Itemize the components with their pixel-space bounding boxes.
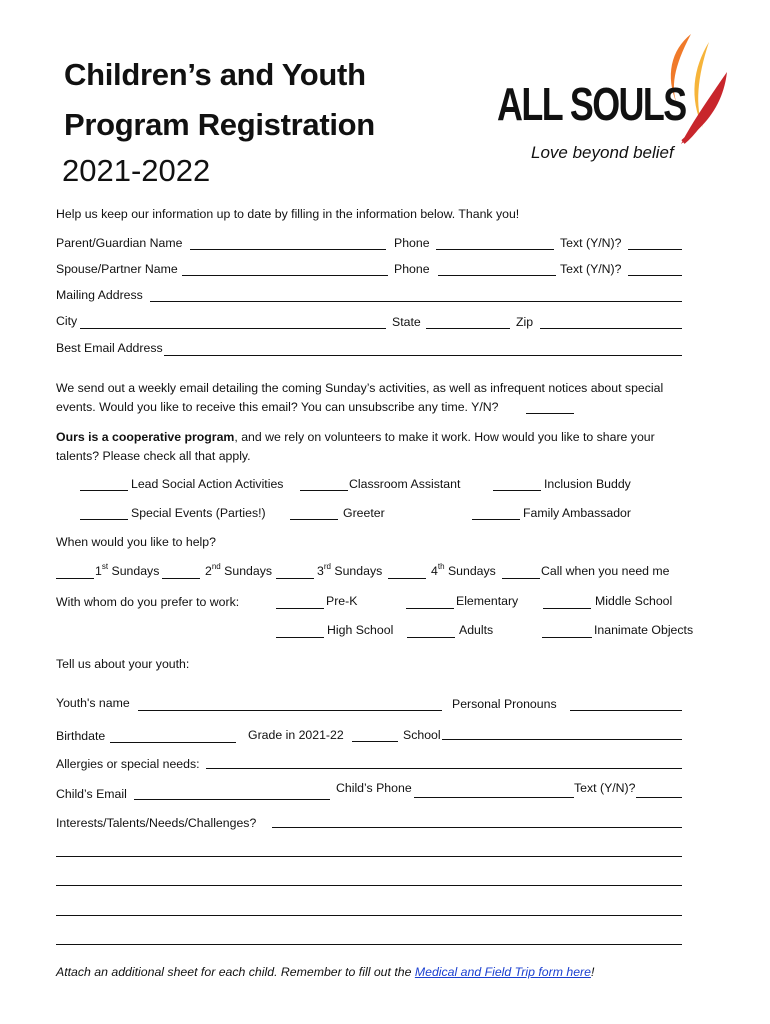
interests-extra-line[interactable] [56,915,682,916]
child-email-label: Child’s Email [56,787,127,801]
inanimate-objects-label: Inanimate Objects [594,623,694,637]
ordinal-suffix: th [437,562,445,571]
grade-label: Grade in 2021-22 [248,728,344,742]
all-souls-logo [495,28,735,168]
parent-phone-label: Phone [394,236,430,250]
family-ambassador-label: Family Ambassador [523,506,631,520]
elementary-label: Elementary [456,594,519,608]
volunteer-intro-rest: , and we rely on volunteers to make it work. How would you like to share your [234,430,655,444]
lead-social-action-label: Lead Social Action Activities [131,477,284,491]
best-email-field[interactable] [164,355,682,356]
second-sunday-check[interactable] [162,578,200,579]
first-sundays-label [95,563,159,580]
spouse-phone-label: Phone [394,262,430,276]
ordinal-suffix: rd [323,562,331,571]
sundays-word: Sundays [447,564,496,578]
inclusion-buddy-check[interactable] [493,490,541,491]
third-sunday-check[interactable] [276,578,314,579]
newsletter-line2: events. Would you like to receive this email? You can unsubscribe any time. Y/N? [56,400,499,414]
logo-wordmark: ALL SOULS [497,78,686,130]
page-title-line1: Children’s and Youth [64,57,366,92]
ordinal-num: 4 [431,564,438,578]
volunteer-intro-line2: talents? Please check all that apply. [56,449,251,463]
school-label: School [403,728,441,742]
birthdate-field[interactable] [110,742,236,743]
city-field[interactable] [80,328,386,329]
zip-field[interactable] [540,328,682,329]
footer-end: ! [590,965,595,979]
ordinal-num: 3 [317,564,324,578]
sundays-word: Sundays [334,564,383,578]
interests-extra-line[interactable] [56,885,682,886]
interests-label: Interests/Talents/Needs/Challenges? [56,816,257,830]
parent-text-field[interactable] [628,249,682,250]
spouse-text-label: Text (Y/N)? [560,262,622,276]
state-label: State [392,315,421,329]
volunteer-bold-lead: Ours is a cooperative program [56,430,235,444]
classroom-assistant-label: Classroom Assistant [349,477,461,491]
zip-label: Zip [516,315,534,329]
state-field[interactable] [426,328,510,329]
greeter-label: Greeter [343,506,385,520]
volunteer-intro-line1 [56,429,655,446]
fourth-sunday-check[interactable] [388,578,426,579]
inclusion-buddy-label: Inclusion Buddy [544,477,631,491]
inanimate-objects-check[interactable] [542,637,592,638]
spouse-name-label: Spouse/Partner Name [56,262,178,276]
special-events-label: Special Events (Parties!) [131,506,266,520]
allergies-field[interactable] [206,768,682,769]
birthdate-label: Birthdate [56,729,106,743]
interests-field[interactable] [272,827,682,828]
page-title-line2: Program Registration [64,107,375,142]
lead-social-action-check[interactable] [80,490,128,491]
high-school-check[interactable] [276,637,324,638]
middle-school-label: Middle School [595,594,673,608]
pronouns-label: Personal Pronouns [452,697,557,711]
allergies-label: Allergies or special needs: [56,757,200,771]
spouse-text-field[interactable] [628,275,682,276]
mailing-address-label: Mailing Address [56,288,143,302]
when-help-label: When would you like to help? [56,535,216,549]
intro-text: Help us keep our information up to date by filling in the information below. Thank you! [56,207,520,221]
spouse-name-field[interactable] [182,275,388,276]
youth-name-label: Youth's name [56,696,130,710]
child-text-field[interactable] [636,797,682,798]
best-email-label: Best Email Address [56,341,163,355]
classroom-assistant-check[interactable] [300,490,348,491]
prek-check[interactable] [276,608,324,609]
high-school-label: High School [327,623,394,637]
sundays-word: Sundays [111,564,160,578]
greeter-check[interactable] [290,519,338,520]
mailing-address-field[interactable] [150,301,682,302]
parent-phone-field[interactable] [436,249,554,250]
call-when-needed-label: Call when you need me [541,564,670,578]
prek-label: Pre-K [326,594,358,608]
newsletter-line1: We send out a weekly email detailing the coming Sunday’s activities, as well as infrequent notices about special [56,381,664,395]
child-email-field[interactable] [134,799,330,800]
first-sunday-check[interactable] [56,578,94,579]
program-year: 2021-2022 [62,153,211,188]
elementary-check[interactable] [406,608,454,609]
middle-school-check[interactable] [543,608,591,609]
parent-text-label: Text (Y/N)? [560,236,622,250]
medical-form-link[interactable]: Medical and Field Trip form here [414,965,591,979]
special-events-check[interactable] [80,519,128,520]
third-sundays-label [317,563,382,580]
child-phone-label: Child’s Phone [336,781,412,795]
interests-extra-line[interactable] [56,856,682,857]
newsletter-yn-field[interactable] [526,413,574,414]
footer-note [56,964,594,981]
adults-label: Adults [459,623,494,637]
youth-heading: Tell us about your youth: [56,657,190,671]
whom-label: With whom do you prefer to work: [56,595,240,609]
ordinal-suffix: nd [211,562,221,571]
child-text-label: Text (Y/N)? [574,781,636,795]
family-ambassador-check[interactable] [472,519,520,520]
second-sundays-label [205,563,272,580]
fourth-sundays-label [431,563,496,580]
logo-tagline: Love beyond belief [531,143,674,162]
ordinal-num: 1 [95,564,102,578]
sundays-word: Sundays [224,564,273,578]
child-phone-field[interactable] [414,797,574,798]
school-field[interactable] [442,739,682,740]
grade-field[interactable] [352,741,398,742]
ordinal-suffix: st [101,562,109,571]
youth-name-field[interactable] [138,710,442,711]
interests-extra-line[interactable] [56,944,682,945]
ordinal-num: 2 [205,564,212,578]
parent-name-label: Parent/Guardian Name [56,236,183,250]
adults-check[interactable] [407,637,455,638]
footer-text: Attach an additional sheet for each child. Remember to fill out the [56,965,415,979]
city-label: City [56,314,78,328]
parent-name-field[interactable] [190,249,386,250]
pronouns-field[interactable] [570,710,682,711]
spouse-phone-field[interactable] [438,275,556,276]
call-when-needed-check[interactable] [502,578,540,579]
